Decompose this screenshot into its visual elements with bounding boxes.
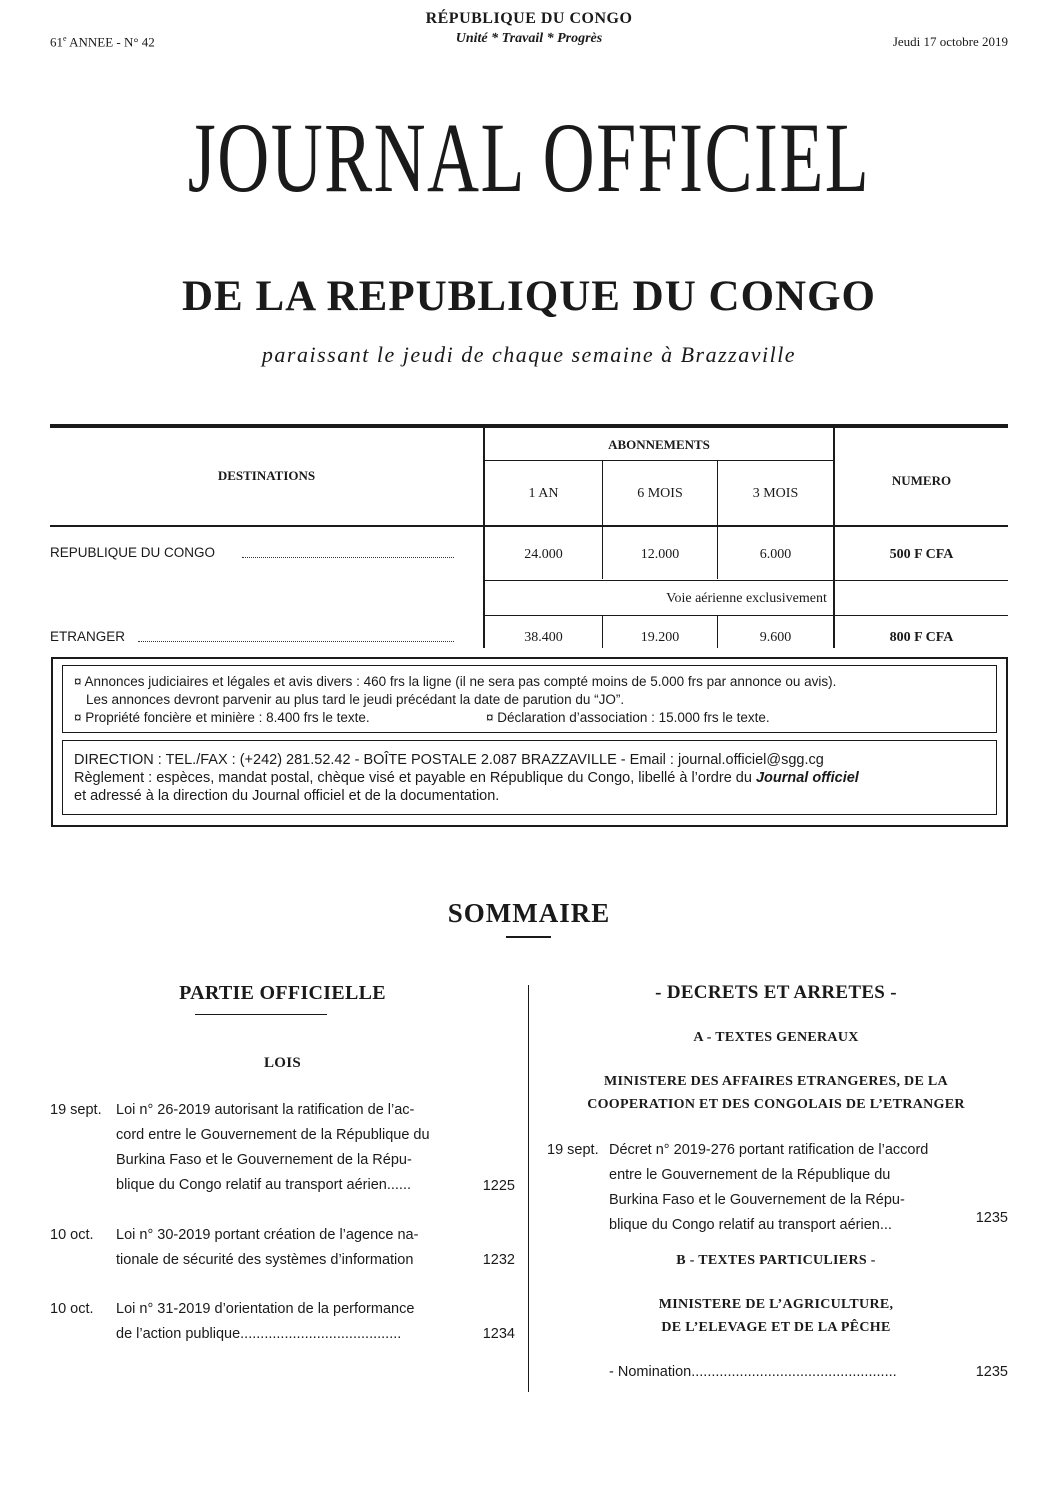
- ministry-heading: DE L’ELEVAGE ET DE LA PÊCHE: [661, 1320, 891, 1335]
- entry-page: 1235: [975, 1210, 1008, 1226]
- entry-date: 10 oct.: [50, 1227, 94, 1243]
- price-numero: 800 F CFA: [889, 630, 954, 645]
- entry-page: 1232: [482, 1252, 515, 1268]
- textes-generaux-heading: A - TEXTES GENERAUX: [693, 1030, 859, 1045]
- table-rule: [484, 580, 1008, 581]
- price-3-mois: 9.600: [759, 630, 792, 645]
- table-rule: [484, 460, 834, 461]
- edition-number: 61e ANNEE - N° 42: [50, 34, 155, 50]
- partie-officielle-heading: PARTIE OFFICIELLE: [179, 982, 386, 1004]
- entry-page: 1234: [482, 1326, 515, 1342]
- entry-text: Loi n° 31-2019 d’orientation de la performance de l’action publique........................................: [116, 1301, 415, 1342]
- price-1-an: 24.000: [524, 547, 563, 562]
- ministry-heading: MINISTERE DE L’AGRICULTURE,: [658, 1297, 894, 1312]
- lois-heading: LOIS: [263, 1055, 302, 1071]
- notice-line: ¤ Déclaration d’association : 15.000 frs le texte.: [486, 710, 770, 725]
- leader-dots: [138, 641, 454, 642]
- national-motto: Unité * Travail * Progrès: [455, 31, 603, 46]
- row-destination: ETRANGER: [50, 629, 126, 644]
- table-header-rule: [50, 525, 1008, 527]
- textes-particuliers-heading: B - TEXTES PARTICULIERS -: [676, 1253, 876, 1268]
- entry-text: Loi n° 30-2019 portant création de l’agence na- tionale de sécurité des systèmes d’information: [116, 1227, 419, 1268]
- table-rule: [484, 615, 1008, 616]
- ministry-heading: MINISTERE DES AFFAIRES ETRANGERES, DE LA: [604, 1074, 948, 1089]
- entry-text: Loi n° 26-2019 autorisant la ratification de l’ac- cord entre le Gouvernement de la République du Burkina Faso et le Gouvernement de la Répu- blique du Congo relatif au transport aérien......: [116, 1102, 430, 1193]
- heading-rule: [195, 1014, 327, 1015]
- notice-line: ¤ Annonces judiciaires et légales et avis divers : 460 frs la ligne (il ne sera pas compté moins de 5.000 frs par annonce ou avis).: [74, 674, 837, 689]
- price-1-an: 38.400: [524, 630, 563, 645]
- notice-line: Les annonces devront parvenir au plus tard le jeudi précédant la date de parution du “JO”.: [86, 692, 625, 707]
- col-numero: NUMERO: [891, 473, 952, 488]
- air-note: Voie aérienne exclusivement: [666, 591, 827, 606]
- row-destination: REPUBLIQUE DU CONGO: [50, 545, 216, 560]
- entry-page: 1235: [975, 1364, 1008, 1380]
- decrets-heading: - DECRETS ET ARRETES -: [655, 982, 897, 1003]
- entry-date: 10 oct.: [50, 1301, 94, 1317]
- ministry-heading: COOPERATION ET DES CONGOLAIS DE L’ETRANGER: [587, 1097, 965, 1112]
- col-abonnements: ABONNEMENTS: [608, 437, 710, 452]
- price-numero: 500 F CFA: [889, 547, 954, 562]
- journal-subtitle: DE LA REPUBLIQUE DU CONGO: [182, 273, 876, 320]
- price-6-mois: 19.200: [640, 630, 680, 645]
- sommaire-rule: [506, 936, 551, 938]
- entry-text: - Nomination...................................................: [609, 1364, 897, 1380]
- direction-address: et adressé à la direction du Journal officiel et de la documentation.: [74, 788, 500, 804]
- journal-title: JOURNAL OFFICIEL: [187, 102, 871, 213]
- direction-payment: Règlement : espèces, mandat postal, chèque visé et payable en République du Congo, libellé à l’ordre du Journal officiel: [74, 770, 859, 786]
- price-3-mois: 6.000: [759, 547, 792, 562]
- entry-date: 19 sept.: [547, 1142, 599, 1158]
- republic-heading: RÉPUBLIQUE DU CONGO: [425, 10, 633, 27]
- direction-contact: DIRECTION : TEL./FAX : (+242) 281.52.42 - BOÎTE POSTALE 2.087 BRAZZAVILLE - Email : journal.officiel@sgg.cg: [74, 752, 824, 768]
- price-6-mois: 12.000: [640, 547, 680, 562]
- leader-dots: [242, 557, 454, 558]
- entry-text: Décret n° 2019-276 portant ratification de l’accord entre le Gouvernement de la République du Burkina Faso et le Gouvernement de la Répu- blique du Congo relatif au transport aérien...: [609, 1142, 929, 1233]
- col-3-mois: 3 MOIS: [752, 486, 799, 501]
- col-destinations: DESTINATIONS: [217, 468, 316, 483]
- sommaire-title: SOMMAIRE: [447, 898, 611, 928]
- journal-tagline: paraissant le jeudi de chaque semaine à Brazzaville: [261, 342, 797, 367]
- entry-page: 1225: [482, 1178, 515, 1194]
- notice-line: ¤ Propriété foncière et minière : 8.400 frs le texte.: [74, 710, 370, 725]
- column-divider: [528, 985, 529, 1392]
- table-top-rule: [50, 424, 1008, 428]
- col-1-an: 1 AN: [528, 486, 559, 501]
- col-6-mois: 6 MOIS: [637, 486, 683, 501]
- issue-date: Jeudi 17 octobre 2019: [892, 34, 1008, 49]
- entry-date: 19 sept.: [50, 1102, 102, 1118]
